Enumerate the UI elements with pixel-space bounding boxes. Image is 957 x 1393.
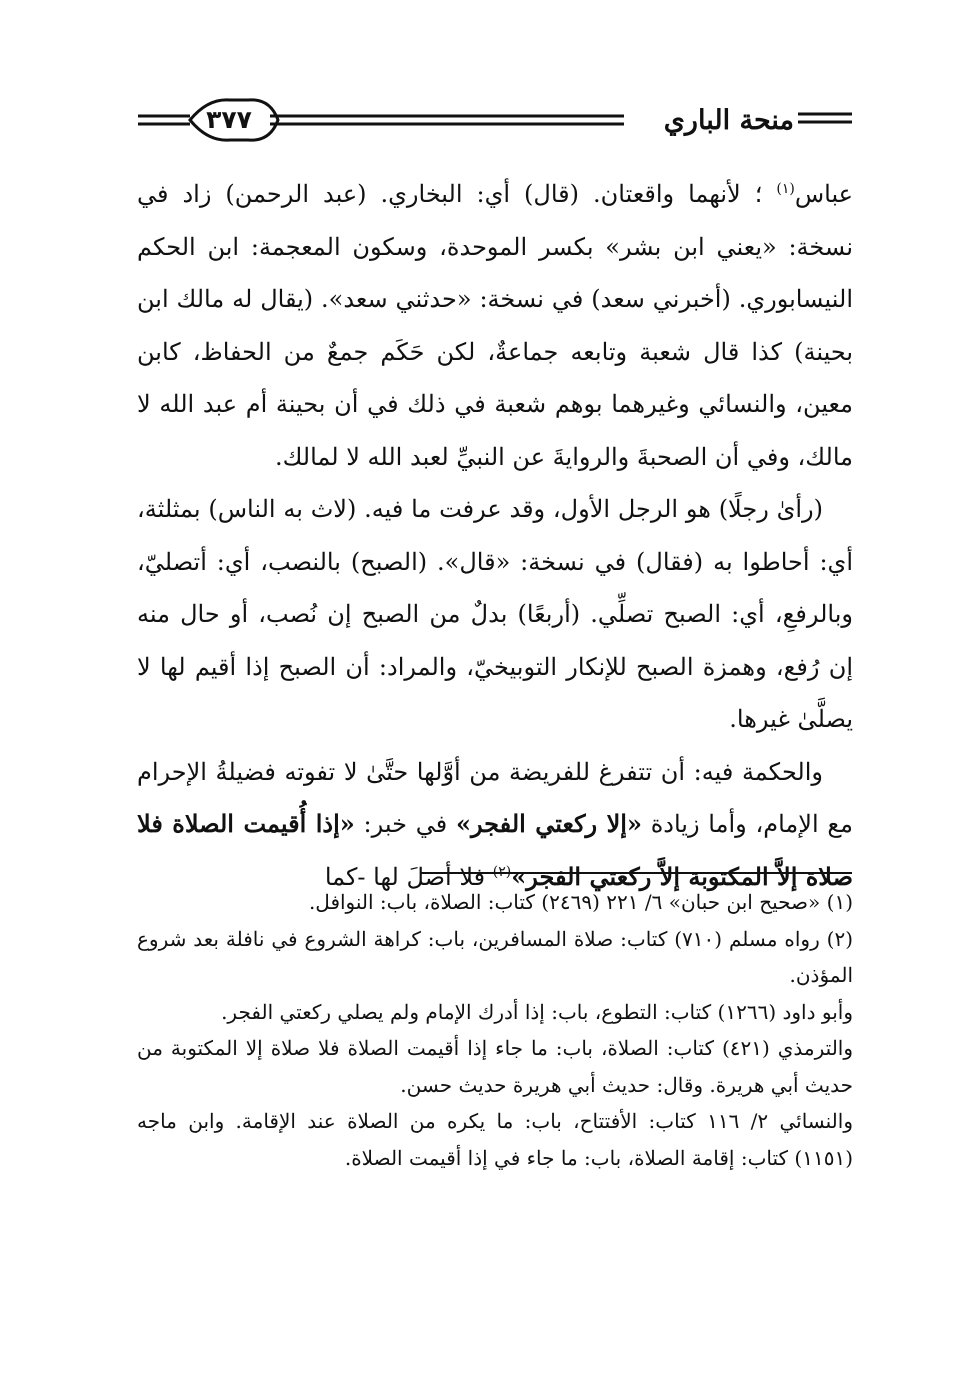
running-title: منحة الباري — [663, 105, 794, 136]
footnote-separator — [420, 872, 852, 874]
footnote-2-abudawud: وأبو داود (١٢٦٦) كتاب: التطوع، باب: إذا أدرك الإمام ولم يصلي ركعتي الفجر. — [221, 999, 853, 1024]
footnote-2: (٢) رواه مسلم (٧١٠) كتاب: صلاة المسافرين، باب: كراهة الشروع في نافلة بعد شروع المؤذن. — [137, 926, 853, 987]
text-span: في خبر: — [354, 810, 456, 838]
page-number: ٣٧٧ — [206, 105, 252, 134]
footnote-ref-2: (٢) — [492, 863, 512, 880]
text-span: ؛ لأنهما واقعتان. (قال) أي: البخاري. (عبد الرحمن) زاد في نسخة: «يعني ابن بشر» بكسر الموحدة، وسكون المعجمة: ابن الحكم النيسابوري. (أخبرني سعد) في نسخة: «حدثني سعد». (يقال له مالك ابن بحينة) كذا قال شعبة وتابعه جماعةٌ، لكن حَكَم جمعٌ من الحفاظ، كابن معين، والنسائي وغيرهما بوهم شعبة في ذلك في أن بحينة أم عبد الله لا مالك، وفي أن الصحبةَ والروايةَ عن النبيِّ لعبد الله لا لمالك. — [137, 180, 853, 471]
footnote-1: (١) «صحيح ابن حبان» ٦/ ٢٢١ (٢٤٦٩) كتاب: الصلاة، باب: النوافل. — [308, 890, 853, 914]
bold-quote: «إلا ركعتي الفجر» — [455, 809, 642, 838]
footnote-2-nasai: والنسائي ٢/ ١١٦ كتاب: الأفتتاح، باب: ما يكره من الصلاة عند الإقامة. وابن ماجه (١١٥١) كتاب: إقامة الصلاة، باب: ما جاء في إذا أقيمت الصلاة. — [137, 1109, 853, 1170]
paragraph-1 — [137, 168, 853, 483]
text-span: فلا أصلَ لها -كما — [324, 862, 493, 891]
main-text — [137, 168, 853, 903]
footnotes — [137, 884, 853, 1176]
text-span: عباس — [794, 180, 853, 208]
paragraph-3 — [137, 746, 853, 904]
footnote-ref-1: (١) — [776, 181, 795, 197]
page-header — [138, 96, 852, 146]
bold-hadith: «إذا أُقيمت الصلاة فلا صلاة إلاَّ المكتوبة إلاَّ ركعتي الفجر» — [137, 809, 853, 891]
text-span: والحكمة فيه: أن تتفرغ للفريضة من أوَّلها حتَّىٰ لا تفوته فضيلةُ الإحرام مع الإمام، وأما زيادة — [137, 757, 853, 838]
footnote-2-tirmidhi: والترمذي (٤٢١) كتاب: الصلاة، باب: ما جاء إذا أقيمت الصلاة فلا صلاة إلا المكتوبة من حديث أبي هريرة. وقال: حديث أبي هريرة حديث حسن. — [137, 1036, 854, 1097]
paragraph-2: (رأىٰ رجلًا) هو الرجل الأول، وقد عرفت ما فيه. (لاث به الناس) بمثلثة، أي: أحاطوا به (فقال) في نسخة: «قال». (الصبح) بالنصب، أي: أتصليّ، وبالرفعِ، أي: الصبح تصلِّي. (أربعًا) بدلٌ من الصبح إن نُصب، أو حال منه إن رُفع، وهمزة الصبح للإنكار التوبيخيّ، والمراد: أن الصبح إذا أقيم لها لا يصلَّىٰ غيرها. — [137, 495, 853, 733]
